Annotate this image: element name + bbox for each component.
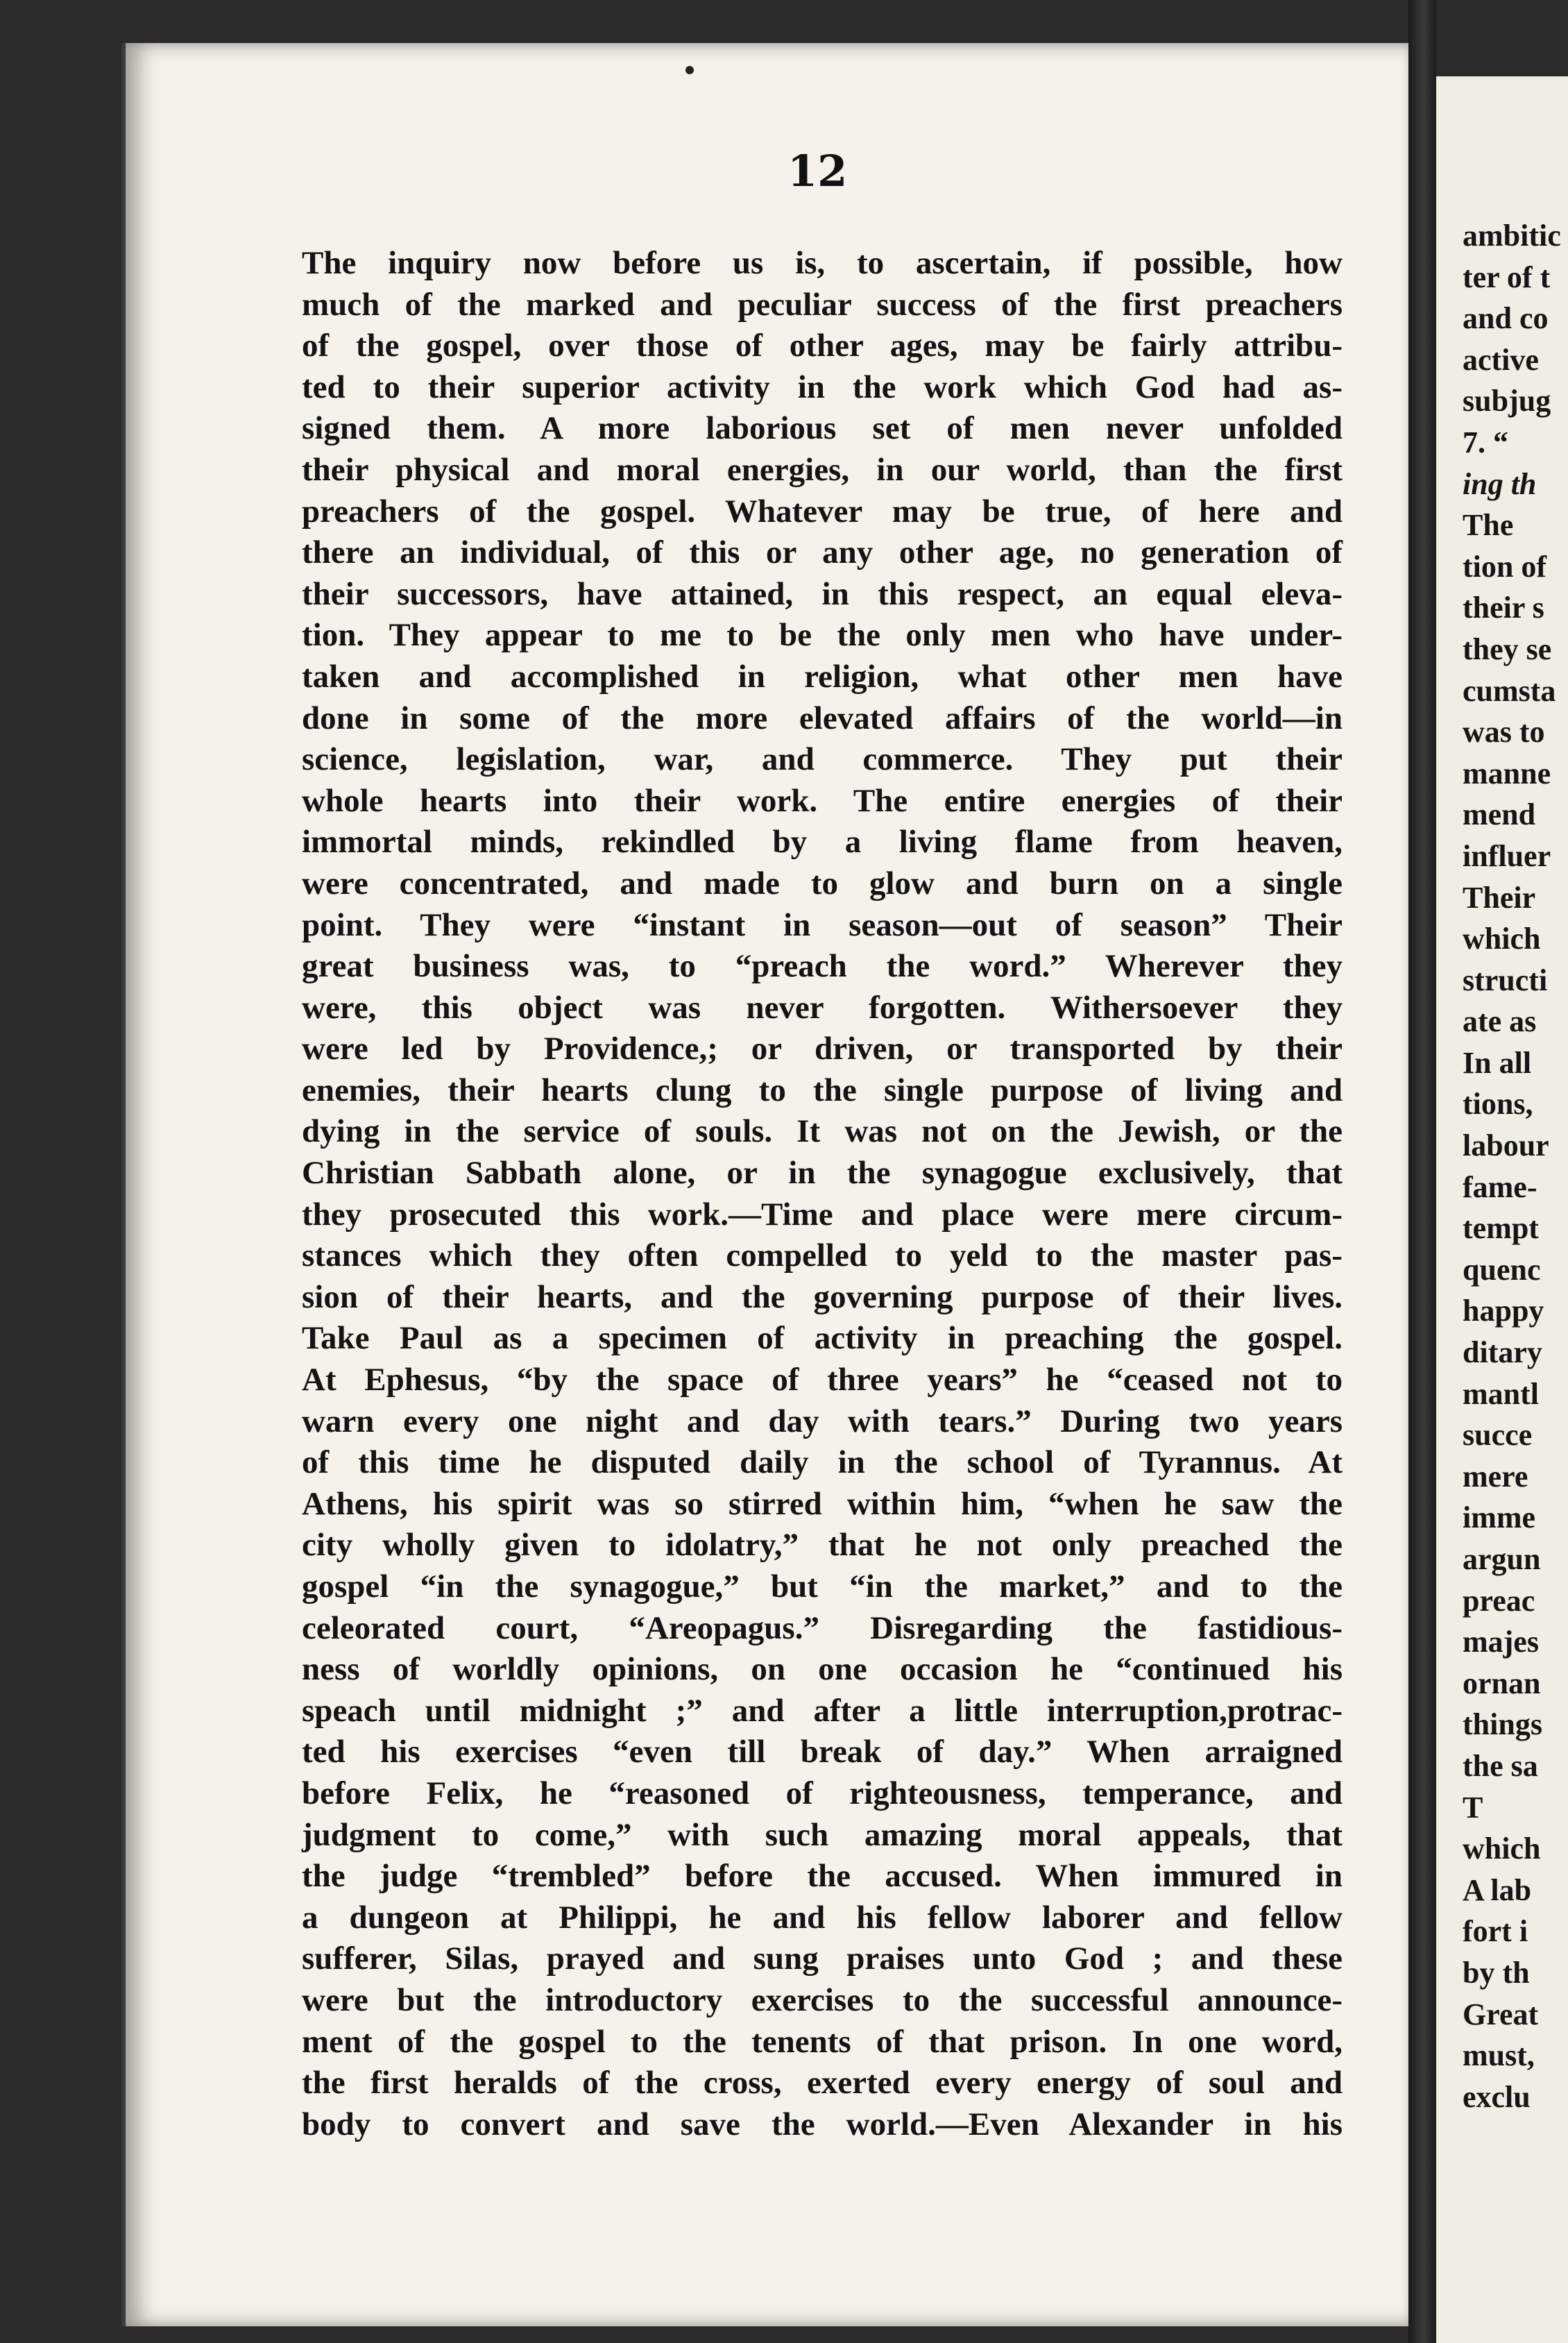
text-line: stances which they often compelled to yeld to the master pas-: [302, 1237, 1343, 1274]
text-line: judgment to come,” with such amazing moral appeals, that: [302, 1816, 1343, 1853]
text-fragment: things: [1463, 1707, 1542, 1742]
text-fragment: happy: [1463, 1294, 1544, 1328]
text-line: were concentrated, and made to glow and burn on a single: [302, 865, 1343, 902]
text-fragment: mend: [1463, 797, 1536, 832]
text-fragment: The: [1463, 508, 1514, 543]
text-line: dying in the service of souls. It was not on the Jewish, or the: [302, 1113, 1343, 1150]
text-line: taken and accomplished in religion, what other men have: [302, 658, 1343, 695]
text-fragment: ter of t: [1463, 260, 1551, 294]
text-line: The inquiry now before us is, to ascertain, if possible, how: [302, 245, 1343, 281]
text-line: Christian Sabbath alone, or in the synagogue exclusively, that: [302, 1155, 1343, 1192]
text-line: city wholly given to idolatry,” that he not only preached the: [302, 1527, 1343, 1564]
text-fragment: exclu: [1463, 2079, 1531, 2114]
text-line: ment of the gospel to the tenents of that prison. In one word,: [302, 2023, 1343, 2060]
text-fragment: cumsta: [1463, 673, 1556, 708]
text-fragment: which: [1463, 1832, 1541, 1866]
text-fragment: was to: [1463, 715, 1545, 750]
text-line: science, legislation, war, and commerce. They put their: [302, 741, 1343, 778]
text-fragment: mere: [1463, 1459, 1528, 1494]
text-fragment: Great: [1463, 1997, 1539, 2031]
text-fragment: ate as: [1463, 1004, 1537, 1039]
text-line: preachers of the gospel. Whatever may be true, of here and: [302, 493, 1343, 530]
ink-speck: [685, 66, 694, 74]
text-fragment: tempt: [1463, 1211, 1539, 1246]
page-number: 12: [787, 146, 848, 196]
text-fragment: their s: [1463, 591, 1544, 625]
text-fragment: influer: [1463, 838, 1551, 873]
text-line: the judge “trembled” before the accused. When immured in: [302, 1858, 1343, 1895]
text-fragment: the sa: [1463, 1748, 1538, 1783]
text-line: sufferer, Silas, prayed and sung praises unto God ; and these: [302, 1940, 1343, 1977]
text-fragment: fort i: [1463, 1914, 1528, 1949]
text-fragment: tion of: [1463, 549, 1546, 584]
text-fragment: quenc: [1463, 1252, 1541, 1287]
text-line: were but the introductory exercises to the successful announce-: [302, 1981, 1343, 2018]
text-fragment: succe: [1463, 1418, 1533, 1453]
text-line: ness of worldly opinions, on one occasion he “continued his: [302, 1651, 1343, 1688]
text-fragment: A lab: [1463, 1872, 1532, 1907]
text-line: immortal minds, rekindled by a living flame from heaven,: [302, 824, 1343, 861]
text-fragment: must,: [1463, 2038, 1535, 2073]
text-fragment: manne: [1463, 756, 1551, 790]
text-line: the first heralds of the cross, exerted every energy of soul and: [302, 2065, 1343, 2101]
text-line: signed them. A more laborious set of men never unfolded: [302, 410, 1343, 447]
text-fragment: In all: [1463, 1045, 1532, 1080]
text-fragment: which: [1463, 922, 1541, 956]
text-fragment: majes: [1463, 1625, 1539, 1659]
text-fragment: by th: [1463, 1955, 1530, 1990]
text-fragment: argun: [1463, 1542, 1541, 1576]
text-line: Take Paul as a specimen of activity in preaching the gospel.: [302, 1320, 1343, 1357]
text-line: were led by Providence,; or driven, or transported by their: [302, 1031, 1343, 1067]
text-fragment: ornan: [1463, 1666, 1541, 1700]
text-line: they prosecuted this work.—Time and place were mere circum-: [302, 1196, 1343, 1233]
text-fragment: ditary: [1463, 1335, 1542, 1370]
text-fragment: Their: [1463, 880, 1536, 915]
text-line: ted to their superior activity in the work which God had as-: [302, 369, 1343, 405]
text-fragment: ambitic: [1463, 219, 1561, 253]
text-fragment: they se: [1463, 632, 1552, 666]
left-page-body-text: [302, 243, 1343, 2145]
text-fragment: T: [1463, 1790, 1483, 1825]
right-page-cut-off-text: [1463, 215, 1568, 2117]
text-line: speach until midnight ;” and after a little interruption,protrac-: [302, 1692, 1343, 1729]
text-line: whole hearts into their work. The entire energies of their: [302, 782, 1343, 819]
text-line: done in some of the more elevated affairs of the world—in: [302, 700, 1343, 736]
text-fragment: ing th: [1463, 466, 1537, 501]
text-line: of the gospel, over those of other ages, may be fairly attribu-: [302, 328, 1343, 364]
text-line: sion of their hearts, and the governing purpose of their lives.: [302, 1278, 1343, 1315]
text-line: their physical and moral energies, in our world, than the first: [302, 451, 1343, 488]
text-fragment: active: [1463, 342, 1539, 377]
text-line: a dungeon at Philippi, he and his fellow laborer and fellow: [302, 1899, 1343, 1936]
text-line: much of the marked and peculiar success of the first preachers: [302, 286, 1343, 323]
text-line: were, this object was never forgotten. Withersoever they: [302, 989, 1343, 1026]
text-fragment: preac: [1463, 1583, 1535, 1618]
text-line: enemies, their hearts clung to the single purpose of living and: [302, 1072, 1343, 1108]
text-fragment: and co: [1463, 301, 1549, 336]
text-line: warn every one night and day with tears.” During two years: [302, 1403, 1343, 1439]
text-line: ted his exercises “even till break of day.” When arraigned: [302, 1734, 1343, 1770]
text-line: gospel “in the synagogue,” but “in the market,” and to the: [302, 1568, 1343, 1605]
text-fragment: imme: [1463, 1500, 1536, 1535]
text-line: point. They were “instant in season—out of season” Their: [302, 906, 1343, 943]
text-line: their successors, have attained, in this respect, an equal eleva-: [302, 575, 1343, 612]
text-line: At Ephesus, “by the space of three years” he “ceased not to: [302, 1362, 1343, 1398]
text-line: tion. They appear to me to be the only men who have under-: [302, 617, 1343, 654]
text-fragment: subjug: [1463, 384, 1551, 418]
text-line: of this time he disputed daily in the school of Tyrannus. At: [302, 1444, 1343, 1481]
text-line: celeorated court, “Areopagus.” Disregarding the fastidious-: [302, 1609, 1343, 1646]
text-fragment: mantl: [1463, 1376, 1539, 1411]
text-fragment: tions,: [1463, 1087, 1533, 1122]
text-line: there an individual, of this or any other age, no generation of: [302, 534, 1343, 571]
text-line: before Felix, he “reasoned of righteousness, temperance, and: [302, 1775, 1343, 1811]
text-line: great business was, to “preach the word.” Wherever they: [302, 948, 1343, 985]
text-fragment: structi: [1463, 963, 1548, 997]
text-fragment: 7. “: [1463, 425, 1508, 459]
text-line: Athens, his spirit was so stirred within him, “when he saw the: [302, 1485, 1343, 1522]
text-fragment: fame-: [1463, 1169, 1537, 1204]
text-line: body to convert and save the world.—Even Alexander in his: [302, 2106, 1343, 2142]
book-gutter: [1408, 0, 1436, 2343]
text-fragment: labour: [1463, 1128, 1549, 1163]
